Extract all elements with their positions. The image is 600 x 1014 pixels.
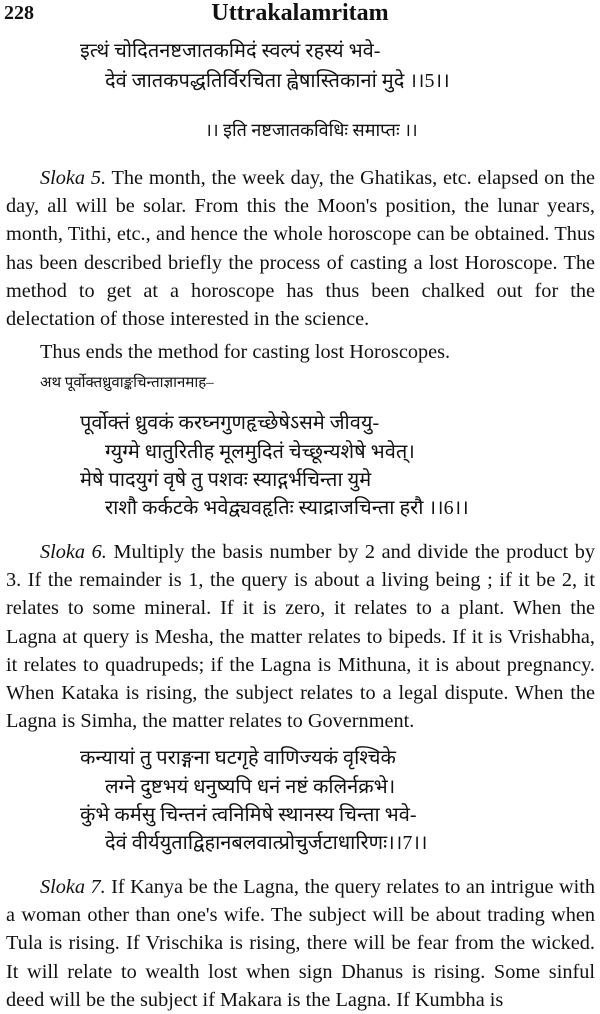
sloka-label: Sloka 6. [40, 541, 107, 563]
sloka-text: Multiply the basis number by 2 and divide the product by 3. If the remainder is 1, the query is about a living being ; if it be 2, it relates to some mineral. If it is zero, it relates to a plant. When the Lagna at query is Mesha, the matter relates to bipeds. If it is Vrishabha, it relates to quadrupeds; if the Lagna is Mithuna, it is about pregnancy. When Kataka is rising, the subject relates to a legal dispute. When the Lagna is Simha, the matter relates to Government. [6, 541, 595, 733]
verse-7-line-3: कुंभे कर्मसु चिन्तनं त्वनिमिषे स्थानस्य चिन्ता भवे- [80, 804, 417, 826]
sloka-6-paragraph [6, 538, 595, 735]
verse-5-line-2: देवं जातकपद्धतिर्विरचिता ह्वेषास्तिकानां मुदे ।।5।। [105, 70, 450, 92]
sloka-label: Sloka 5. [40, 167, 107, 189]
verse-5-line-1: इत्थं चोदितनष्टजातकमिदं स्वल्पं रहस्यं भवे- [80, 40, 381, 62]
ends-text: Thus ends the method for casting lost Horoscopes. [40, 341, 451, 363]
verse-7-line-4: देवं वीर्ययुताद्विहानबलवात्प्रोचुर्जटाधारिणः।।7।। [105, 832, 428, 854]
page-header [0, 0, 600, 30]
verse-6-line-1: पूर्वोक्तं ध्रुवकं करघ्नगुणहृच्छेषेऽसमे जीवयु- [80, 412, 380, 434]
colophon: ।। इति नष्टजातकविधिः समाप्तः ।। [205, 120, 418, 140]
verse-6-line-2: ग्युग्मे धातुरितीह मूलमुदितं चेच्छून्यशेषे भवेत्। [105, 441, 415, 463]
intro-line: अथ पूर्वोक्तध्रुवाङ्कचिन्ताज्ञानमाह– [40, 375, 214, 391]
verse-6-line-3: मेषे पादयुगं वृषे तु पशवः स्याद्गर्भचिन्ता युमे [80, 469, 372, 491]
verse-7-line-2: लग्ने दुष्टभयं धनुष्यपि धनं नष्टं कलिर्नक्रभे। [105, 776, 396, 798]
running-title: Uttrakalamritam [211, 0, 389, 26]
sloka-label: Sloka 7. [40, 876, 106, 898]
sloka-text: If Kanya be the Lagna, the query relates to an intrigue with a woman other than one's wife. The subject will be about trading when Tula is rising. If Vrischika is rising, there will be fear from the wicked. It will relate to wealth lost when sign Dhanus is rising. Some sinful deed will be the subject if Makara is the Lagna. If Kumbha is [6, 876, 595, 1011]
verse-6-line-4: राशौ कर्कटके भवेद्व्यवहृतिः स्याद्राजचिन्ता हरौ ।।6।। [105, 497, 469, 519]
page-number: 228 [4, 2, 34, 24]
sloka-text: The month, the week day, the Ghatikas, etc. elapsed on the day, all will be solar. From this the Moon's position, the lunar years, month, Tithi, etc., and hence the whole horoscope can be obtained. Thus has been described briefly the process of casting a lost Horoscope. The method to get at a horoscope has thus been chalked out for the delectation of those interested in the science. [6, 167, 596, 331]
verse-7-line-1: कन्यायां तु पराङ्गना घटगृहे वाणिज्यकं वृश्चिके [80, 747, 396, 769]
sloka-5-paragraph [6, 164, 595, 333]
sloka-7-paragraph [6, 873, 595, 1014]
